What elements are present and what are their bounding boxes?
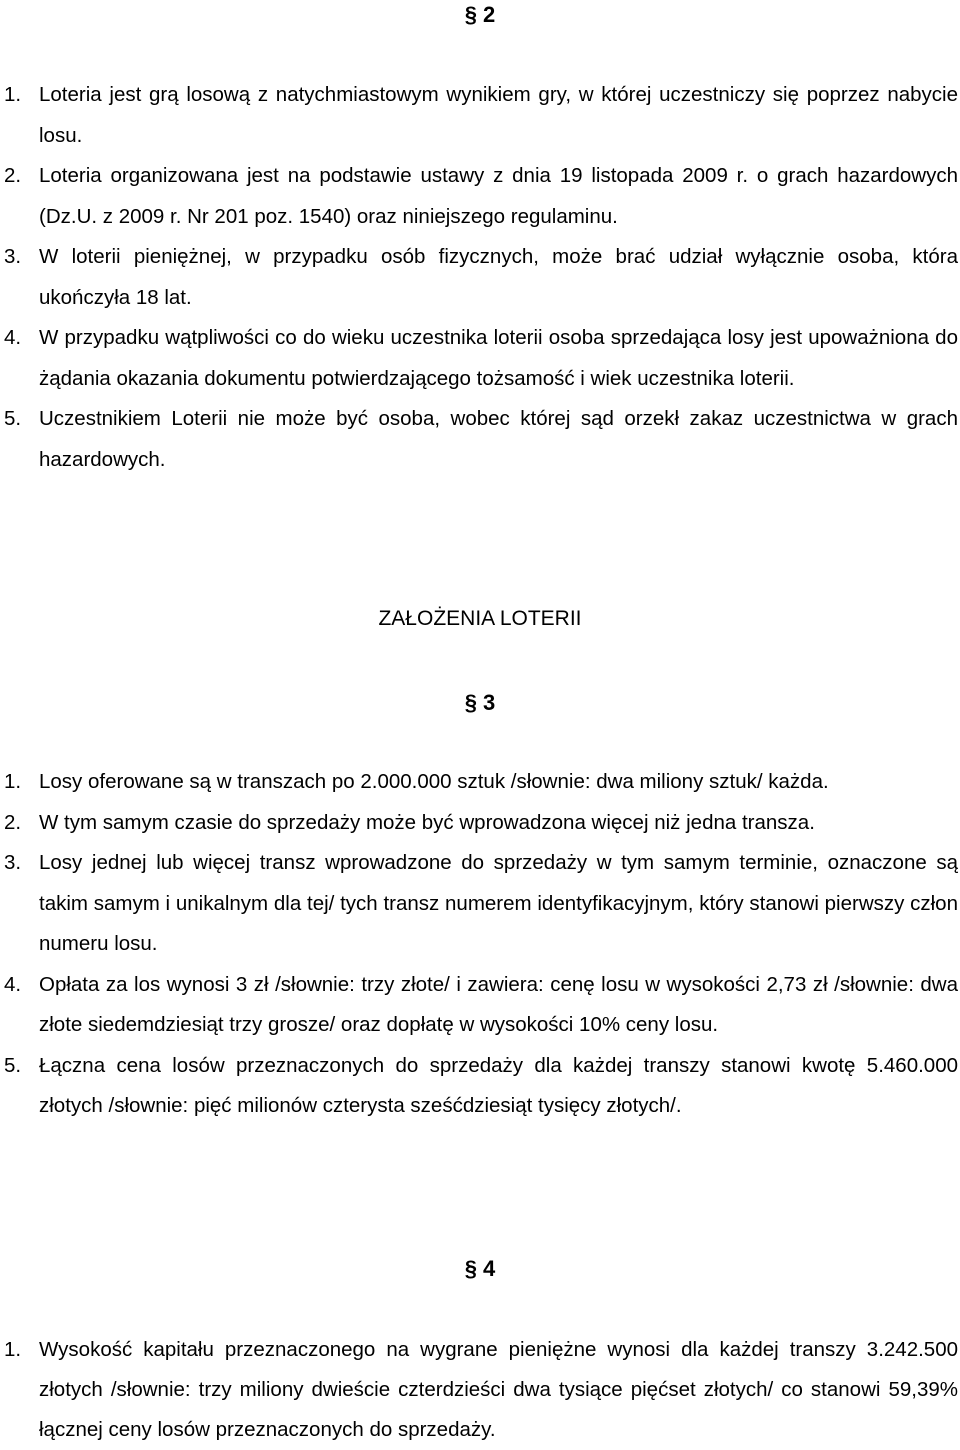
item-number: 3. bbox=[4, 245, 22, 268]
item-number: 1. bbox=[4, 1338, 22, 1361]
item-text: W loterii pieniężnej, w przypadku osób fizycznych, może brać udział wyłącznie osoba, która ukończyła 18 lat. bbox=[39, 245, 958, 309]
item-text: Losy oferowane są w transzach po 2.000.000 sztuk /słownie: dwa miliony sztuk/ każda. bbox=[39, 770, 829, 793]
section-symbol: § bbox=[464, 2, 477, 27]
paragraph-heading-4 bbox=[0, 1256, 960, 1282]
list-item bbox=[0, 965, 960, 1046]
list-item bbox=[0, 1330, 960, 1450]
list-item bbox=[0, 399, 960, 480]
paragraph-heading-2 bbox=[0, 2, 960, 28]
item-number: 2. bbox=[4, 810, 22, 834]
paragraph-3-list bbox=[0, 762, 960, 1127]
item-number: 5. bbox=[4, 407, 22, 430]
item-text: Opłata za los wynosi 3 zł /słownie: trzy złote/ i zawiera: cenę losu w wysokości 2,73 zł /słownie: dwa złote siedemdziesiąt trzy grosze/ oraz dopłatę w wysokości 10% ceny losu. bbox=[39, 972, 958, 1036]
item-number: 1. bbox=[4, 83, 22, 106]
paragraph-heading-3 bbox=[0, 690, 960, 716]
list-item bbox=[0, 762, 960, 803]
list-item bbox=[0, 843, 960, 965]
list-item bbox=[0, 1046, 960, 1127]
section-title: ZAŁOŻENIA LOTERII bbox=[378, 607, 582, 630]
paragraph-4-list bbox=[0, 1330, 960, 1450]
item-text: Wysokość kapitału przeznaczonego na wygrane pieniężne wynosi dla każdej transzy 3.242.500 złotych /słownie: trzy miliony dwieście czterdzieści dwa tysiące pięćset złotych/ co stanowi 59,39% łącznej ceny losów przeznaczonych do sprzedaży. bbox=[39, 1338, 958, 1441]
section-symbol: § bbox=[464, 690, 477, 715]
item-text: Uczestnikiem Loterii nie może być osoba, wobec której sąd orzekł zakaz uczestnictwa w grach hazardowych. bbox=[39, 407, 958, 471]
item-text: Loteria organizowana jest na podstawie ustawy z dnia 19 listopada 2009 r. o grach hazardowych (Dz.U. z 2009 r. Nr 201 poz. 1540) oraz niniejszego regulaminu. bbox=[39, 164, 958, 228]
list-item bbox=[0, 803, 960, 844]
list-item bbox=[0, 318, 960, 399]
item-number: 4. bbox=[4, 972, 22, 996]
item-text: Łączna cena losów przeznaczonych do sprzedaży dla każdej transzy stanowi kwotę 5.460.000 złotych /słownie: pięć milionów czterysta sześćdziesiąt tysięcy złotych/. bbox=[39, 1053, 958, 1117]
list-item bbox=[0, 156, 960, 237]
paragraph-number: 2 bbox=[483, 2, 496, 27]
section-symbol: § bbox=[464, 1256, 477, 1281]
item-text: W przypadku wątpliwości co do wieku uczestnika loterii osoba sprzedająca losy jest upoważniona do żądania okazania dokumentu potwierdzającego tożsamość i wiek uczestnika loterii. bbox=[39, 326, 958, 390]
item-number: 2. bbox=[4, 164, 22, 187]
item-number: 3. bbox=[4, 851, 22, 874]
item-text: W tym samym czasie do sprzedaży może być wprowadzona więcej niż jedna transza. bbox=[39, 810, 815, 834]
item-text: Loteria jest grą losową z natychmiastowym wynikiem gry, w której uczestniczy się poprzez nabycie losu. bbox=[39, 83, 958, 147]
list-item bbox=[0, 75, 960, 156]
paragraph-number: 3 bbox=[483, 690, 496, 715]
list-item bbox=[0, 237, 960, 318]
item-text: Losy jednej lub więcej transz wprowadzone do sprzedaży w tym samym terminie, oznaczone są takim samym i unikalnym dla tej/ tych transz numerem identyfikacyjnym, który stanowi pierwszy człon numeru losu. bbox=[39, 851, 958, 955]
item-number: 5. bbox=[4, 1053, 22, 1077]
item-number: 1. bbox=[4, 770, 22, 793]
item-number: 4. bbox=[4, 326, 22, 349]
paragraph-number: 4 bbox=[483, 1256, 496, 1281]
paragraph-2-list bbox=[0, 75, 960, 480]
